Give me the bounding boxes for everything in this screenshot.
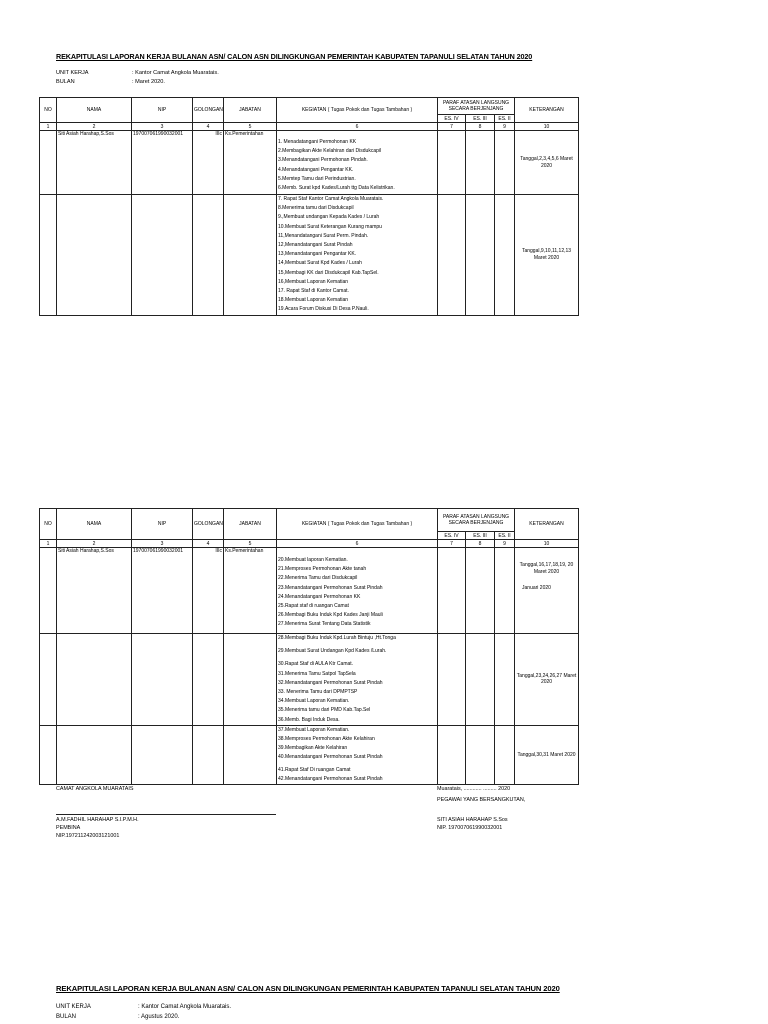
col-header-golongan: GOLONGAN (193, 509, 224, 540)
signature-right-nip: NIP. 197007061990032001 (437, 825, 503, 831)
report-meta (56, 69, 219, 87)
col-header-nip: NIP (132, 509, 193, 540)
signature-left-title: CAMAT ANGKOLA MUARATAIS (56, 786, 134, 792)
column-number-row (40, 540, 579, 548)
column-number: 1 (40, 540, 57, 548)
activity-item: 30.Rapat Staf di AULA Ktr Camat. (278, 661, 354, 668)
column-number: 2 (57, 123, 132, 131)
column-number: 9 (495, 123, 515, 131)
keterangan-cell: Tanggal,30,31 Maret 2020 (515, 725, 579, 784)
col-header-kegiatan: KEGIATAN ( Tugas Pokok dan Tugas Tambahan ) (277, 509, 438, 540)
activity-item: 21.Memproses Permohonan Akte tanah (278, 566, 367, 573)
activity-item: 31.Menerima Tamu Satpol TapSela (278, 670, 356, 677)
column-number: 4 (193, 540, 224, 548)
activity-item: 29.Membuat Surat Undangan Kpd Kades /Lurah. (278, 648, 387, 655)
column-number: 7 (438, 123, 466, 131)
column-number: 8 (466, 123, 495, 131)
col-header-jabatan: JABATAN (224, 509, 277, 540)
column-number: 5 (224, 540, 277, 548)
activity-item: 2.Membagikan Akte Kelahiran dari Disdukcapil (278, 148, 382, 155)
activity-item: 26.Membagi Buku Induk Kpd Kades Janji Mauli (278, 612, 383, 619)
col-header-nip: NIP (132, 98, 193, 123)
keterangan-cell: Tanggal,9,10,11,12,13 Maret 2020 (515, 195, 579, 316)
bulan-value: : Agustus 2020. (138, 1014, 180, 1020)
activity-item: 37.Membuat Laporan Kematian. (278, 726, 350, 733)
unit-kerja-row (56, 1002, 231, 1012)
keterangan-cell (515, 548, 579, 634)
activity-item: 40.Menandatangani Permohonan Surat Pindah (278, 754, 383, 761)
report-title: REKAPITULASI LAPORAN KERJA BULANAN ASN/ CALON ASN DILINGKUNGAN PEMERINTAH KABUPATEN TAPANULI SELATAN TAHUN 2020 (56, 52, 533, 61)
activity-item: 25.Rapat staf di ruangan Camat (278, 603, 349, 610)
column-number: 1 (40, 123, 57, 131)
person-nip: 197007061990032001 (132, 548, 193, 634)
col-header-es4: ES. IV (438, 115, 466, 123)
col-header-keterangan: KETERANGAN (515, 509, 579, 540)
column-number: 7 (438, 540, 466, 548)
signature-left-rank: PEMBINA (56, 825, 81, 831)
activity-item: 36.Memb. Bagi Induk Desa. (278, 716, 340, 723)
table-row (40, 131, 579, 195)
activity-item: 34.Membuat Laporan Kematian. (278, 698, 350, 705)
activity-item: 13,Menandatangani Pengantar KK. (278, 251, 357, 258)
signature-left-line (56, 814, 276, 815)
person-golongan: IIIc (193, 131, 224, 195)
activity-item: 38.Memproses Permohonan Akte Kelahiran (278, 736, 375, 743)
signature-left-name: A.M.FADHIL HARAHAP S.I.P.M.H. (56, 817, 139, 823)
bulan-row (56, 1012, 231, 1022)
signature-right-title: PEGAWAI YANG BERSANGKUTAN, (437, 797, 526, 803)
col-header-golongan: GOLONGAN (193, 98, 224, 123)
activity-item: 17. Rapat Staf di Kantor Camat. (278, 288, 349, 295)
activity-list (277, 548, 438, 634)
keterangan-cell: Tanggal,2,3,4,5,6 Maret 2020 (515, 131, 579, 195)
report-meta-2 (56, 1002, 231, 1022)
activity-item: 41.Rapat Staf Di ruangan Camat (278, 766, 351, 773)
activity-item: 18.Membuat Laporan Kematian (278, 297, 349, 304)
col-header-es2: ES. II (495, 115, 515, 123)
column-number: 6 (277, 123, 438, 131)
activity-item: 4.Menandatangani Pengantar KK. (278, 166, 354, 173)
keterangan-cell: Tanggal,23,24,26,27 Maret 2020 (515, 634, 579, 726)
signature-right-name: SITI ASIAH HARAHAP S.Sos (437, 817, 508, 823)
activity-item: 7. Rapat Staf Kantor Camat Angkola Muaratais. (278, 196, 384, 202)
bulan-label: BULAN (56, 1014, 77, 1020)
activity-item: 15,Membagi KK dari Disdukcapil Kab.TapSel. (278, 269, 379, 276)
activity-item: 28.Membagi Buku Induk Kpd.Lurah Bintuju ,Ht.Tonga (278, 635, 396, 641)
column-number: 6 (277, 540, 438, 548)
activity-list (277, 634, 438, 726)
bulan-label: BULAN (56, 79, 75, 85)
activity-list (277, 725, 438, 784)
activity-list (277, 131, 438, 195)
signature-right-top (437, 785, 525, 804)
activity-item: 42.Menandatangani Permohonan Surat Pindah (278, 775, 383, 782)
person-name: Siti Asiah Harahap,S.Sos (57, 131, 132, 195)
activity-item: 14,Membuat Surat Kpd Kades / Lurah (278, 260, 362, 267)
col-header-no: NO (40, 98, 57, 123)
activity-item: 39.Membagikan Akte Kelahiran (278, 745, 348, 752)
activity-table-march-2 (39, 508, 579, 785)
activity-item: 33. Menerima Tamu dari DPMPTSP (278, 689, 358, 696)
activity-list (277, 195, 438, 316)
activity-item: 9.,Membuat undangan Kepada Kades / Lurah (278, 214, 380, 221)
keterangan-extra: Januari 2020 (522, 585, 551, 591)
activity-item: 27.Menerima Surat Tentang Data Statistik (278, 621, 371, 628)
activity-item: 12,Menandatangani Surat Pindah (278, 242, 353, 249)
person-golongan: IIIc (193, 548, 224, 634)
col-header-paraf: PARAF ATASAN LANGSUNG SECARA BERJENJANG (438, 509, 515, 532)
activity-item: 5.Memtep Tamu dari Perindustrian. (278, 175, 356, 182)
column-number: 10 (515, 540, 579, 548)
table-row (40, 634, 579, 726)
activity-item: 3.Menandatangani Permohonan Pindah. (278, 157, 368, 164)
col-header-keterangan: KETERANGAN (515, 98, 579, 123)
unit-kerja-label: UNIT KERJA (56, 1004, 91, 1010)
bulan-row (56, 78, 219, 87)
report-title-2: REKAPITULASI LAPORAN KERJA BULANAN ASN/ CALON ASN DILINGKUNGAN PEMERINTAH KABUPATEN TAPANULI SELATAN TAHUN 2020 (56, 984, 560, 993)
unit-kerja-label: UNIT KERJA (56, 70, 89, 76)
table-row (40, 195, 579, 316)
signature-right-place: Muaratais, ............ ......... 2020 (437, 786, 511, 792)
person-name: Siti Asiah Harahap,S.Sos (57, 548, 132, 634)
col-header-nama: NAMA (57, 98, 132, 123)
activity-item: 35.Menerima tamu dari PMD Kab.Tap.Sel (278, 707, 371, 714)
column-number: 9 (495, 540, 515, 548)
table-row (40, 548, 579, 634)
col-header-paraf: PARAF ATASAN LANGSUNG SECARA BERJENJANG (438, 98, 515, 115)
activity-item: 1. Menadatangani Permohonan KK (278, 139, 357, 145)
column-number: 4 (193, 123, 224, 131)
unit-kerja-row (56, 69, 219, 78)
activity-item: 8.Menerima tamu dari Disdukcapil (278, 205, 354, 212)
col-header-es3: ES. III (466, 115, 495, 123)
person-jabatan: Ks.Pemerintahan (224, 131, 277, 195)
activity-item: 16,Membuat Laporan Kematian (278, 278, 349, 285)
activity-item: 22.Menerima Tamu dari Disdukcapil (278, 575, 358, 582)
column-number: 2 (57, 540, 132, 548)
column-number-row (40, 123, 579, 131)
activity-item: 20.Membuat laporan Kematian. (278, 557, 348, 563)
col-header-kegiatan: KEGIATAN ( Tugas Pokok dan Tugas Tambahan ) (277, 98, 438, 123)
signature-left-nip: NIP.197211242003121001 (56, 833, 120, 839)
column-number: 8 (466, 540, 495, 548)
activity-item: 24.Menandatangani Permohonan KK (278, 593, 361, 600)
column-number: 3 (132, 540, 193, 548)
activity-item: 23.Menandatangani Permohonan Surat Pindah (278, 584, 383, 591)
col-header-no: NO (40, 509, 57, 540)
activity-item: 6.Memb. Surat kpd Kades/Lurah ttg Data Kelistrikan. (278, 185, 395, 192)
column-number: 3 (132, 123, 193, 131)
column-number: 10 (515, 123, 579, 131)
col-header-nama: NAMA (57, 509, 132, 540)
person-nip: 197007061990032001 (132, 131, 193, 195)
col-header-es4: ES. IV (438, 532, 466, 540)
unit-kerja-value: : Kantor Camat Angkola Muaratais. (138, 1004, 232, 1010)
activity-item: 11,Menandatangani Surat Perm. Pindah. (278, 232, 369, 239)
column-number: 5 (224, 123, 277, 131)
col-header-es2: ES. II (495, 532, 515, 540)
signature-right-block (437, 816, 508, 832)
person-jabatan: Ks.Pemerintahan (224, 548, 277, 634)
keterangan-text: Tanggal,16,17,18,19, 20 Maret 2020 (519, 562, 574, 575)
signature-left-block (56, 816, 139, 840)
col-header-jabatan: JABATAN (224, 98, 277, 123)
unit-kerja-value: : Kantor Camat Angkola Muaratais. (132, 70, 219, 76)
col-header-es3: ES. III (466, 532, 495, 540)
table-row (40, 725, 579, 784)
activity-table-march-1 (39, 97, 579, 316)
activity-item: 32.Menandatangani Permohonan Surat Pindah (278, 679, 383, 686)
activity-item: 19.Acara Forum Diskusi Di Desa P.Nauli. (278, 306, 369, 313)
bulan-value: : Maret 2020. (132, 79, 165, 85)
activity-item: 10.Membuat Surat Keterangan Kurang mampu (278, 223, 382, 230)
